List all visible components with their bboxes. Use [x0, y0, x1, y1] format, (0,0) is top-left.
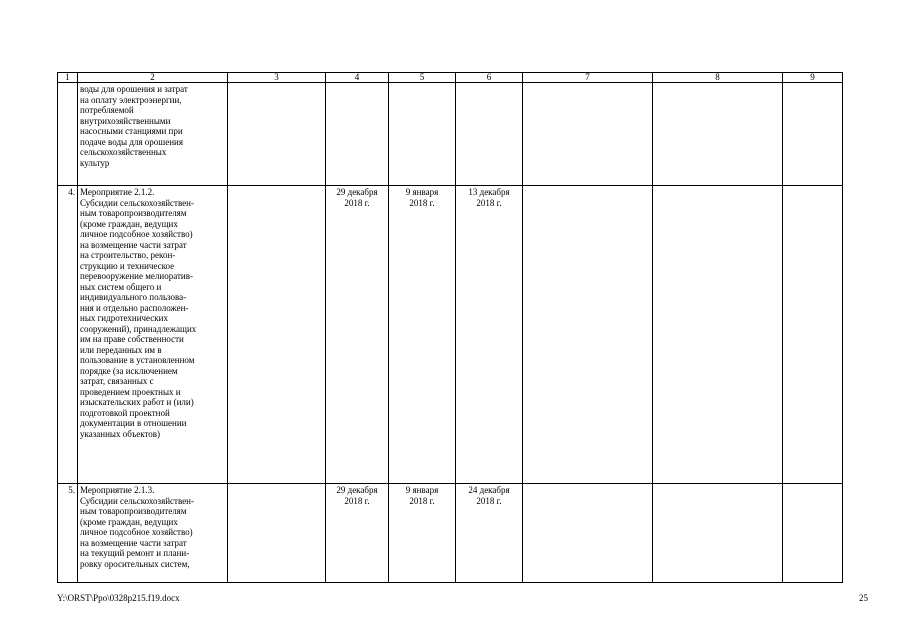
header-cell-8: 8	[653, 73, 783, 83]
header-row	[58, 73, 843, 83]
row-number: 5.	[58, 484, 78, 583]
table-row	[58, 83, 843, 186]
row-description-text: Мероприятие 2.1.3. Субсидии сельскохозяйствен- ным товаропроизводителям (кроме граждан, ведущих личное подсобное хозяйство) на возмещение части затрат на текущий ремонт и плани- ровку оросительных систем,	[80, 485, 194, 569]
cell-col6	[456, 83, 523, 186]
cell-col3	[228, 484, 326, 583]
header-cell-2: 2	[78, 73, 228, 83]
cell-col5	[389, 83, 456, 186]
header-cell-9: 9	[783, 73, 843, 83]
cell-col6: 24 декабря 2018 г.	[456, 484, 523, 583]
cell-col3	[228, 186, 326, 484]
cell-col9	[783, 186, 843, 484]
row-number	[58, 83, 78, 186]
row-description	[78, 186, 228, 484]
document-table	[57, 72, 843, 583]
cell-col9	[783, 83, 843, 186]
cell-col4	[326, 83, 389, 186]
table-row	[58, 484, 843, 583]
row-description-text: воды для орошения и затрат на оплату электроэнергии, потребляемой внутрихозяйственными насосными станциями при подаче воды для орошения сельскохозяйственных культур	[80, 84, 188, 168]
cell-col7	[523, 484, 653, 583]
cell-col8	[653, 186, 783, 484]
row-description	[78, 484, 228, 583]
row-number: 4.	[58, 186, 78, 484]
row-description	[78, 83, 228, 186]
cell-col8	[653, 83, 783, 186]
page-number: 25	[859, 593, 868, 603]
cell-col3	[228, 83, 326, 186]
cell-col5: 9 января 2018 г.	[389, 484, 456, 583]
cell-col4: 29 декабря 2018 г.	[326, 484, 389, 583]
table-row	[58, 186, 843, 484]
cell-col7	[523, 186, 653, 484]
header-cell-7: 7	[523, 73, 653, 83]
cell-col7	[523, 83, 653, 186]
cell-col8	[653, 484, 783, 583]
header-cell-3: 3	[228, 73, 326, 83]
header-cell-4: 4	[326, 73, 389, 83]
footer-file-path: Y:\ORST\Ppo\0328p215.f19.docx	[57, 593, 180, 603]
header-cell-1: 1	[58, 73, 78, 83]
cell-col4: 29 декабря 2018 г.	[326, 186, 389, 484]
cell-col9	[783, 484, 843, 583]
header-cell-5: 5	[389, 73, 456, 83]
row-description-text: Мероприятие 2.1.2. Субсидии сельскохозяйствен- ным товаропроизводителям (кроме граждан, ведущих личное подсобное хозяйство) на возмещение части затрат на строительство, рекон- струкцию и техническое перевооружение мелиоратив- ных систем общего и индивидуального пользова- ния и отдельно расположен- ных гидротехнических сооружений), принадлежащих им на праве собственности или переданных им в пользование в установленном порядке (за исключением затрат, связанных с проведением проектных и изыскательских работ и (или) подготовкой проектной документации в отношении указанных объектов)	[80, 187, 197, 439]
cell-col6: 13 декабря 2018 г.	[456, 186, 523, 484]
header-cell-6: 6	[456, 73, 523, 83]
cell-col5: 9 января 2018 г.	[389, 186, 456, 484]
